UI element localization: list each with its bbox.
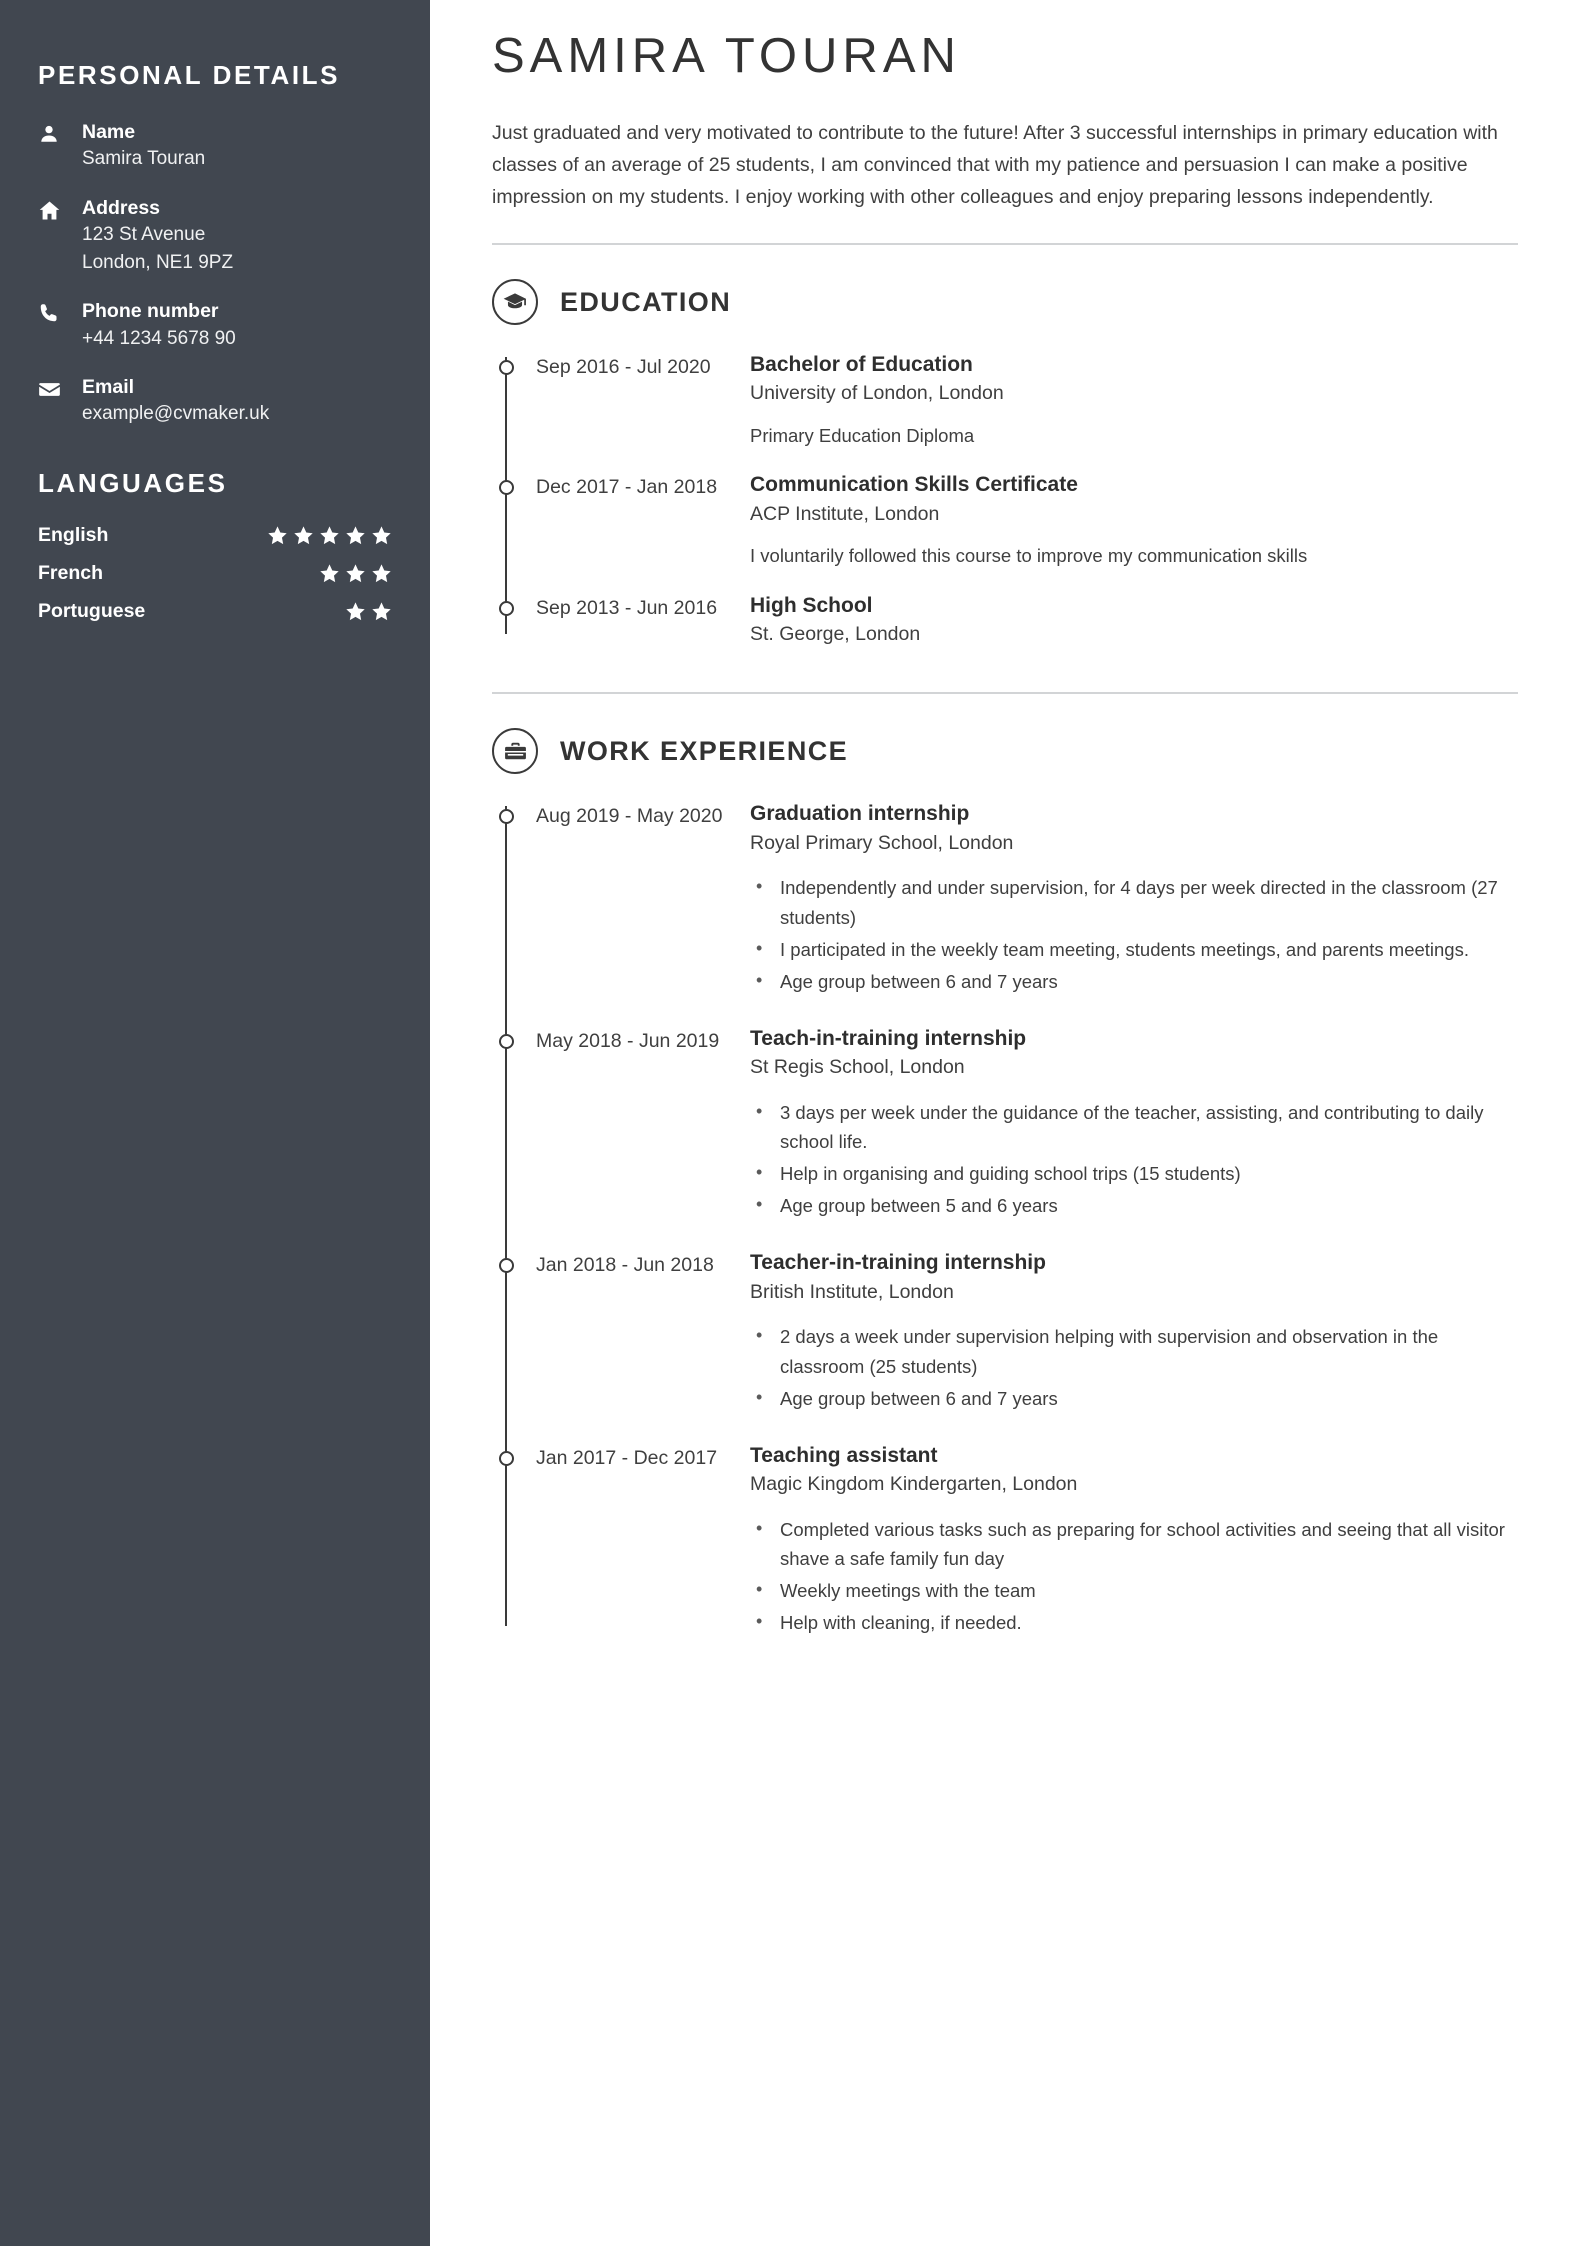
entry-date: Sep 2016 - Jul 2020	[536, 356, 711, 379]
entry-bullet: • Age group between 6 and 7 years	[750, 967, 1518, 997]
entry-bullet: • 2 days a week under supervision helping with supervision and observation in the classroom (25 students)	[750, 1322, 1518, 1382]
timeline-entry	[520, 800, 1518, 998]
work-section-header	[492, 728, 1518, 774]
entry-organisation: Royal Primary School, London	[750, 831, 1014, 854]
education-section-title: EDUCATION	[560, 286, 732, 317]
main-content	[430, 0, 1588, 2246]
entry-bullet: • Independently and under supervision, for 4 days per week directed in the classroom (27 students)	[750, 873, 1518, 933]
entry-title: High School	[750, 593, 873, 617]
entry-date: Aug 2019 - May 2020	[536, 805, 723, 828]
timeline-dot-icon	[499, 360, 514, 375]
entry-bullet-list	[750, 873, 1518, 997]
entry-organisation: ACP Institute, London	[750, 502, 940, 525]
star-icon	[345, 563, 366, 584]
detail-text	[82, 298, 392, 352]
star-icon	[345, 601, 366, 622]
divider-education	[492, 243, 1518, 245]
detail-row-email	[38, 374, 392, 428]
entry-body	[750, 1442, 1518, 1640]
language-name: English	[38, 524, 109, 547]
timeline-dot-icon	[499, 480, 514, 495]
personal-details-heading: PERSONAL DETAILS	[38, 60, 341, 90]
detail-value: +44 1234 5678 90	[82, 327, 236, 349]
entry-bullet: • Completed various tasks such as preparing for school activities and seeing that all visitor shave a safe family fun day	[750, 1515, 1518, 1575]
entry-organisation: University of London, London	[750, 382, 1004, 405]
detail-text	[82, 119, 392, 173]
languages-heading: LANGUAGES	[38, 467, 228, 498]
entry-body	[750, 592, 1518, 649]
briefcase-icon	[492, 728, 538, 774]
education-section	[492, 279, 1518, 648]
timeline-entry	[520, 351, 1518, 449]
detail-value: London, NE1 9PZ	[82, 251, 234, 273]
star-icon	[371, 563, 392, 584]
detail-text	[82, 195, 392, 276]
detail-label: Name	[82, 121, 136, 143]
language-row	[38, 521, 392, 551]
entry-organisation: St. George, London	[750, 623, 921, 646]
star-icon	[293, 525, 314, 546]
work-section-title: WORK EXPERIENCE	[560, 735, 849, 766]
detail-label: Email	[82, 376, 135, 399]
person-icon	[38, 119, 68, 145]
entry-date: May 2018 - Jun 2019	[536, 1029, 720, 1052]
star-icon	[371, 601, 392, 622]
language-rating-stars	[319, 563, 392, 584]
star-icon	[319, 563, 340, 584]
envelope-icon	[38, 374, 68, 401]
detail-value: example@cvmaker.uk	[82, 403, 270, 425]
entry-description: Primary Education Diploma	[750, 424, 975, 446]
timeline-entry	[520, 1025, 1518, 1223]
timeline-entry	[520, 592, 1518, 649]
timeline-dot-icon	[499, 1034, 514, 1049]
detail-label: Address	[82, 196, 161, 219]
entry-body	[750, 1249, 1518, 1416]
entry-bullet: • I participated in the weekly team meeting, students meetings, and parents meetings.	[750, 935, 1518, 965]
language-row	[38, 597, 392, 627]
entry-body	[750, 471, 1518, 569]
divider-work	[492, 692, 1518, 694]
language-rating-stars	[345, 601, 392, 622]
timeline-dot-icon	[499, 1258, 514, 1273]
entry-description: I voluntarily followed this course to improve my communication skills	[750, 545, 1308, 567]
phone-icon	[38, 298, 68, 324]
graduation-cap-icon	[492, 279, 538, 325]
detail-row-name	[38, 119, 392, 173]
detail-value: 123 St Avenue	[82, 224, 206, 246]
timeline-dot-icon	[499, 1451, 514, 1466]
education-section-header	[492, 279, 1518, 325]
timeline-entry	[520, 1249, 1518, 1416]
entry-bullet-list	[750, 1515, 1518, 1639]
language-name: Portuguese	[38, 600, 146, 623]
entry-organisation: Magic Kingdom Kindergarten, London	[750, 1473, 1078, 1496]
entry-body	[750, 1025, 1518, 1223]
entry-title: Communication Skills Certificate	[750, 473, 1078, 497]
entry-organisation: St Regis School, London	[750, 1056, 965, 1079]
education-timeline	[492, 351, 1518, 648]
candidate-name: SAMIRA TOURAN	[492, 29, 961, 83]
detail-row-address	[38, 195, 392, 276]
detail-text	[82, 374, 392, 428]
languages-list	[38, 521, 392, 627]
language-name: French	[38, 562, 104, 585]
entry-title: Teach-in-training internship	[750, 1026, 1027, 1050]
language-rating-stars	[267, 525, 392, 546]
entry-bullet: • Help with cleaning, if needed.	[750, 1608, 1518, 1638]
entry-title: Teaching assistant	[750, 1443, 938, 1467]
profile-summary: Just graduated and very motivated to contribute to the future! After 3 successful internships in primary education with classes of an average of 25 students, I am convinced that with my patience and persuasion I can make a positive impression on my students. I enjoy working with other colleagues and enjoy preparing lessons independently.	[492, 122, 1498, 208]
detail-value: Samira Touran	[82, 148, 206, 170]
entry-body	[750, 800, 1518, 998]
entry-organisation: British Institute, London	[750, 1280, 954, 1303]
entry-title: Bachelor of Education	[750, 353, 973, 377]
entry-bullet-list	[750, 1098, 1518, 1222]
entry-date: Dec 2017 - Jan 2018	[536, 476, 718, 499]
star-icon	[345, 525, 366, 546]
detail-label: Phone number	[82, 300, 219, 323]
languages-block	[38, 468, 392, 627]
language-row	[38, 559, 392, 589]
home-icon	[38, 195, 68, 222]
star-icon	[319, 525, 340, 546]
timeline-dot-icon	[499, 601, 514, 616]
timeline-dot-icon	[499, 809, 514, 824]
star-icon	[267, 525, 288, 546]
entry-bullet: • Help in organising and guiding school trips (15 students)	[750, 1159, 1518, 1189]
entry-date: Jan 2017 - Dec 2017	[536, 1446, 718, 1469]
entry-date: Jan 2018 - Jun 2018	[536, 1254, 714, 1277]
work-timeline	[492, 800, 1518, 1640]
entry-body	[750, 351, 1518, 449]
timeline-entry	[520, 471, 1518, 569]
entry-bullet: • Age group between 6 and 7 years	[750, 1384, 1518, 1414]
entry-title: Teacher-in-training internship	[750, 1251, 1046, 1275]
sidebar	[0, 0, 430, 2246]
detail-row-phone-number	[38, 298, 392, 352]
entry-date: Sep 2013 - Jun 2016	[536, 596, 718, 619]
work-experience-section	[492, 728, 1518, 1640]
personal-details-list	[38, 119, 392, 428]
entry-bullet-list	[750, 1322, 1518, 1414]
entry-bullet: • Age group between 5 and 6 years	[750, 1191, 1518, 1221]
timeline-entry	[520, 1442, 1518, 1640]
star-icon	[371, 525, 392, 546]
entry-bullet: • 3 days per week under the guidance of the teacher, assisting, and contributing to daily school life.	[750, 1098, 1518, 1158]
entry-title: Graduation internship	[750, 802, 970, 826]
entry-bullet: • Weekly meetings with the team	[750, 1576, 1518, 1606]
